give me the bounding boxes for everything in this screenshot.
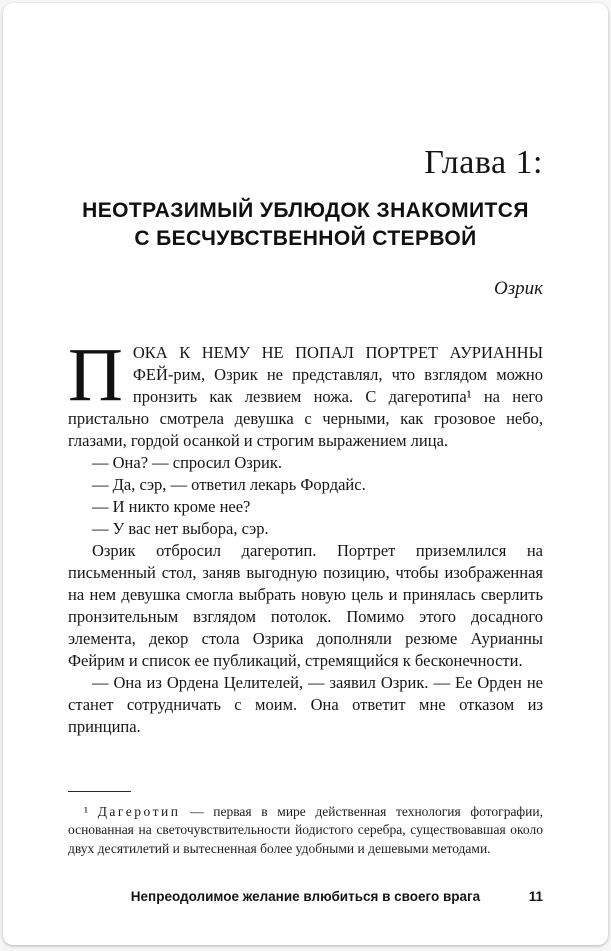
chapter-heading: Глава 1:: [424, 144, 543, 181]
footnote-and-footer-area: [68, 791, 543, 906]
body-text: [68, 333, 543, 738]
dialogue-line: — У вас нет выбора, сэр.: [92, 519, 269, 538]
lead-paragraph-rest: рим, Озрик не представлял, что взглядом можно пронзить как лезвием ножа. С дагеротипа¹ на него пристально смотрела девушка с черными, как грозовое небо, глазами, гордой осанкой и строгим выражением лица.: [68, 365, 543, 450]
footnote: [68, 803, 543, 859]
pov-character-name: Озрик: [493, 278, 543, 299]
footnote-text: — первая в мире действенная технология фотографии, основанная на светочувствительности йодистого серебра, существовавшая около двух десятилетий и вытесненная более удобными и дешевыми методами.: [68, 803, 544, 856]
dialogue-line: — Она? — спросил Озрик.: [92, 453, 282, 472]
dialogue-line: — И никто кроме нее?: [92, 497, 251, 516]
dialogue-paragraph: — Она из Ордена Целителей, — заявил Озрик. — Ее Орден не станет сотрудничать с моим. Она ответит мне отказом из принципа.: [68, 673, 543, 736]
book-page: [3, 3, 608, 945]
dialogue-line: — Да, сэр, — ответил лекарь Фордайс.: [92, 475, 366, 494]
lead-paragraph: [68, 333, 543, 452]
page-number: 11: [528, 889, 543, 904]
chapter-title-line-1: НЕОТРАЗИМЫЙ УБЛЮДОК ЗНАКОМИТСЯ: [82, 199, 529, 222]
footnote-divider: [68, 791, 131, 792]
drop-cap: П: [68, 333, 123, 417]
lead-first-line-caps: ОКА К НЕМУ НЕ ПОПАЛ ПОРТРЕТ АУРИАННЫ ФЕЙ-: [132, 343, 543, 384]
footnote-ref: ¹: [84, 803, 89, 819]
chapter-title: [68, 197, 543, 253]
running-book-title: Непреодолимое желание влюбиться в своего врага: [130, 889, 481, 904]
footnote-term: Дагеротип: [97, 803, 181, 819]
body-paragraph: Озрик отбросил дагеротип. Портрет приземлился на письменный стол, заняв выгодную позицию, чтобы изображенная на нем девушка смогла выбрать новую цель и принялась сверлить пронзительным взглядом потолок. Помимо этого досадного элемента, декор стола Озрика дополняли резюме Аурианны Фейрим и список ее публикаций, стремящийся к бесконечности.: [68, 541, 543, 670]
chapter-title-line-2: С БЕСЧУВСТВЕННОЙ СТЕРВОЙ: [134, 227, 477, 250]
page-footer: [68, 888, 543, 905]
